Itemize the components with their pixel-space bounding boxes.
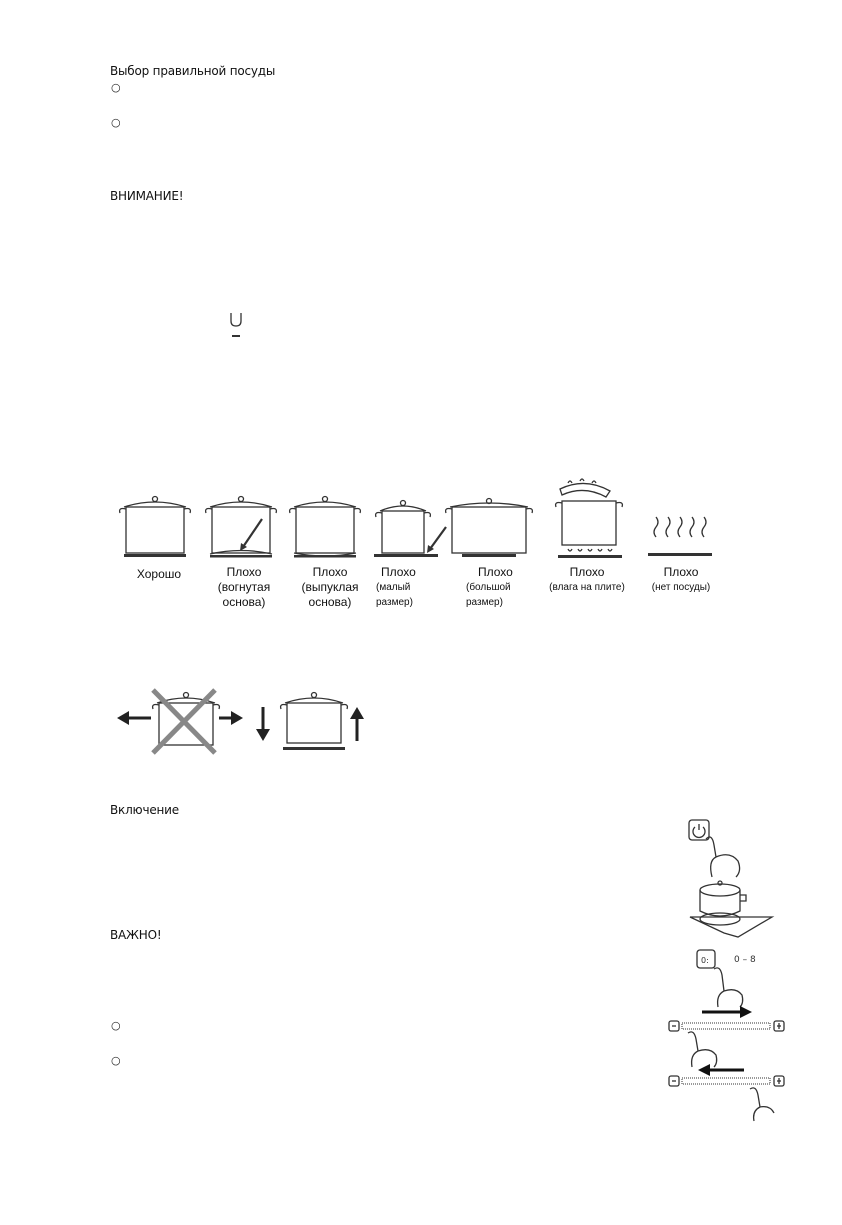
bullet-marker: ○ [111, 116, 121, 129]
bullet-marker: ○ [111, 1019, 121, 1032]
pot-large-icon [446, 499, 533, 558]
minus-icon [669, 1021, 679, 1031]
pot-convex-icon [290, 497, 361, 558]
caption-large: Плохо (большой размер) [466, 565, 513, 608]
svg-text:0:: 0: [701, 956, 709, 965]
cookware-selection-heading: Выбор правильной посуды [110, 64, 276, 78]
pot-concave-icon [206, 497, 277, 558]
pot-on-hob-icon [690, 881, 772, 937]
pot-movement-illustration [115, 685, 375, 760]
attention-heading: ВНИМАНИЕ! [110, 189, 184, 203]
pan-missing-icon [228, 310, 244, 340]
cookware-illustrations [110, 475, 730, 565]
no-pot-heat-icon [648, 517, 712, 556]
important-heading: ВАЖНО! [110, 928, 162, 942]
caption-moisture: Плохо (влага на плите) [549, 565, 625, 593]
caption-no-pot: Плохо (нет посуды) [651, 565, 711, 593]
control-illustrations [660, 815, 790, 1125]
bullet-marker: ○ [111, 81, 121, 94]
timer-icon [697, 950, 756, 968]
svg-text:0 – 8: 0 – 8 [734, 955, 756, 965]
caption-good: Хорошо [136, 567, 182, 581]
plus-icon [774, 1076, 784, 1086]
caption-small: Плохо (малый размер) [376, 565, 416, 608]
switch-on-heading: Включение [110, 803, 179, 817]
plus-icon [774, 1021, 784, 1031]
power-icon [689, 820, 709, 840]
pot-good-icon [120, 497, 191, 558]
pot-small-icon [374, 501, 446, 558]
caption-concave: Плохо (вогнутая основа) [217, 565, 271, 609]
bullet-marker: ○ [111, 1054, 121, 1067]
caption-convex: Плохо (выпуклая основа) [301, 565, 359, 609]
minus-icon [669, 1076, 679, 1086]
pot-moisture-icon [556, 479, 623, 558]
